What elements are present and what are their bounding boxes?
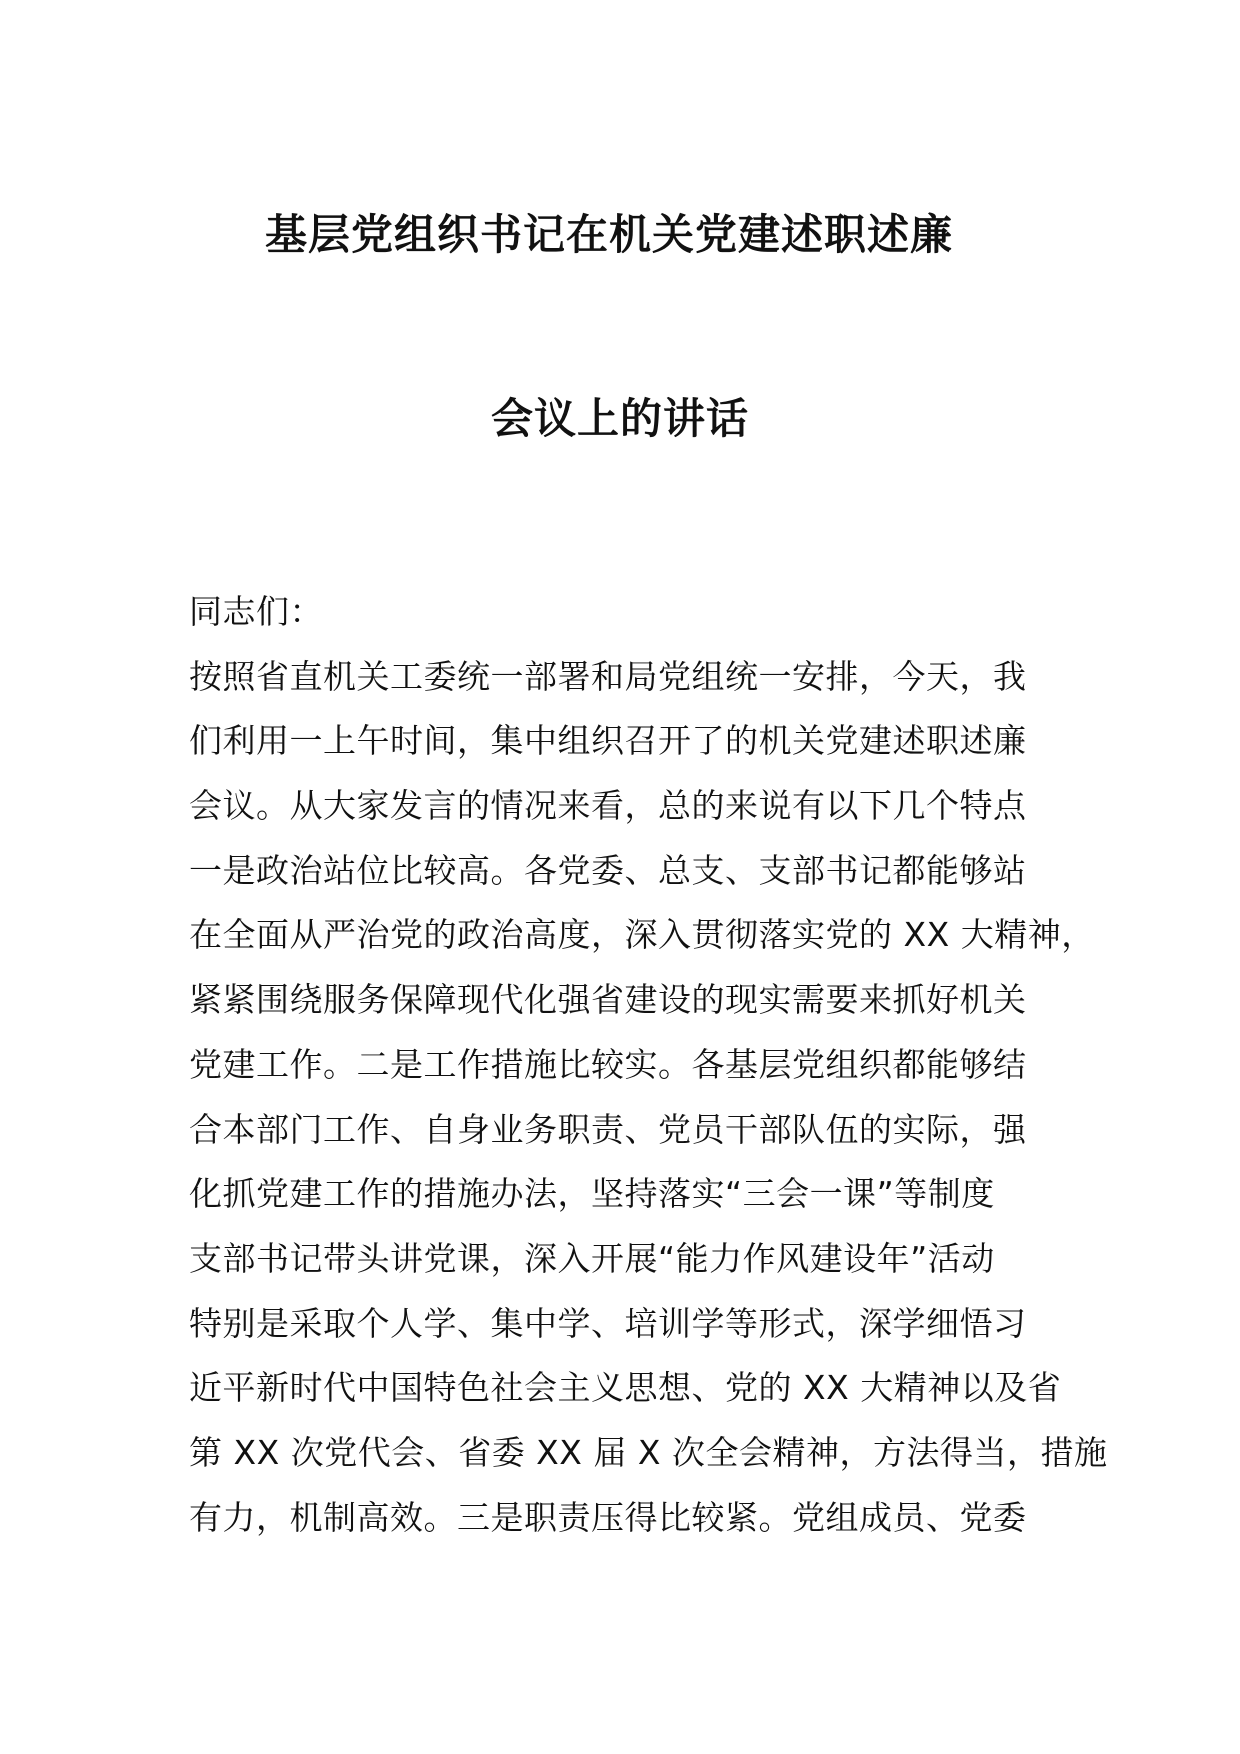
body-line: 第 XX 次党代会、省委 XX 届 X 次全会精神，方法得当，措施 bbox=[189, 1432, 1108, 1472]
body-line: 支部书记带头讲党课，深入开展“能力作风建设年”活动 bbox=[189, 1238, 995, 1278]
body-line: 按照省直机关工委统一部署和局党组统一安排，今天，我 bbox=[189, 656, 1027, 696]
document-body bbox=[189, 580, 1108, 1550]
body-line: 特别是采取个人学、集中学、培训学等形式，深学细悟习 bbox=[189, 1303, 1027, 1343]
body-line: 近平新时代中国特色社会主义思想、党的 XX 大精神以及省 bbox=[189, 1368, 1062, 1408]
body-line: 一是政治站位比较高。各党委、总支、支部书记都能够站 bbox=[189, 850, 1027, 890]
body-line: 化抓党建工作的措施办法，坚持落实“三会一课”等制度 bbox=[189, 1174, 995, 1214]
body-line: 合本部门工作、自身业务职责、党员干部队伍的实际，强 bbox=[189, 1109, 1027, 1149]
document-title-line-2: 会议上的讲话 bbox=[490, 394, 749, 443]
salutation: 同志们： bbox=[189, 592, 323, 631]
body-line: 们利用一上午时间，集中组织召开了的机关党建述职述廉 bbox=[189, 721, 1027, 761]
body-line: 党建工作。二是工作措施比较实。各基层党组织都能够结 bbox=[189, 1044, 1027, 1084]
body-line: 在全面从严治党的政治高度，深入贯彻落实党的 XX 大精神， bbox=[189, 915, 1095, 955]
document-title-line-1: 基层党组织书记在机关党建述职述廉 bbox=[264, 210, 953, 259]
body-line: 会议。从大家发言的情况来看，总的来说有以下几个特点 bbox=[189, 786, 1027, 826]
body-line: 紧紧围绕服务保障现代化强省建设的现实需要来抓好机关 bbox=[189, 980, 1027, 1020]
body-line: 有力，机制高效。三是职责压得比较紧。党组成员、党委 bbox=[189, 1497, 1027, 1537]
